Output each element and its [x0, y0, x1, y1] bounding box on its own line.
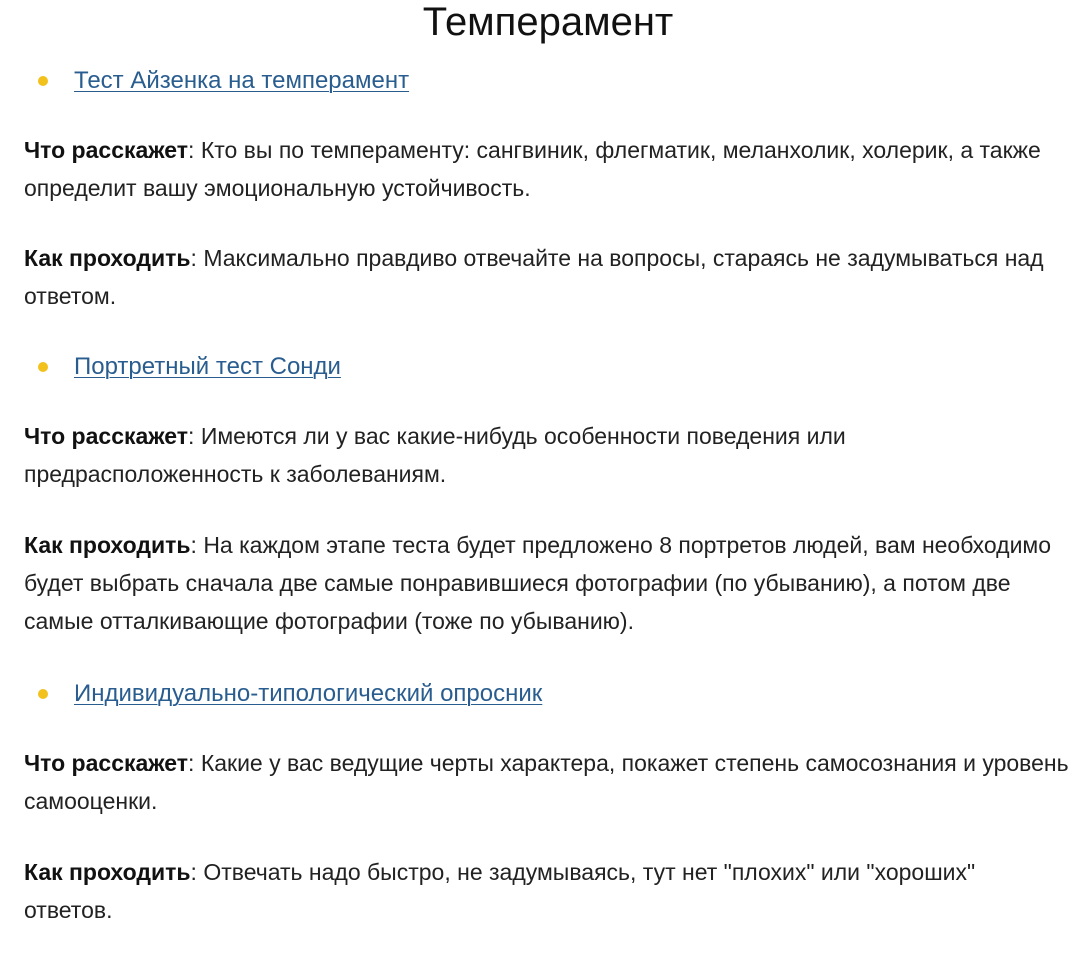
what-tells-paragraph: [24, 744, 1070, 820]
test-link-eysenck[interactable]: Тест Айзенка на темперамент: [74, 67, 410, 94]
how-to-pass-text: : Максимально правдиво отвечайте на вопросы, стараясь не задумываться над ответом.: [24, 245, 1044, 309]
test-link-typological[interactable]: Индивидуально-типологический опросник: [74, 680, 543, 707]
how-to-pass-paragraph: [24, 526, 1070, 640]
what-tells-paragraph: [24, 417, 1070, 493]
test-list-item: [38, 350, 341, 384]
test-list-item: [38, 677, 542, 711]
how-to-pass-paragraph: [24, 853, 1070, 929]
test-link-szondi[interactable]: Портретный тест Сонди: [74, 353, 341, 380]
what-tells-text: : Какие у вас ведущие черты характера, покажет степень самосознания и уровень самооценки.: [24, 750, 1069, 814]
how-to-pass-label: Как проходить: [24, 859, 191, 885]
bullet-icon: [38, 689, 48, 699]
how-to-pass-paragraph: [24, 239, 1070, 315]
what-tells-label: Что расскажет: [24, 423, 189, 449]
what-tells-label: Что расскажет: [24, 137, 189, 163]
how-to-pass-label: Как проходить: [24, 532, 191, 558]
what-tells-text: : Кто вы по темпераменту: сангвиник, флегматик, меланхолик, холерик, а также определит вашу эмоциональную устойчивость.: [24, 137, 1041, 201]
how-to-pass-text: : На каждом этапе теста будет предложено 8 портретов людей, вам необходимо будет выбрать сначала две самые понравившиеся фотографии (по убыванию), а потом две самые отталкивающие фотографии (тоже по убыванию).: [24, 532, 1052, 634]
test-list-item: [38, 64, 409, 98]
what-tells-label: Что расскажет: [24, 750, 189, 776]
page-title: Темперамент: [422, 0, 674, 44]
what-tells-text: : Имеются ли у вас какие-нибудь особенности поведения или предрасположенность к заболеваниям.: [24, 423, 846, 487]
bullet-icon: [38, 362, 48, 372]
how-to-pass-text: : Отвечать надо быстро, не задумываясь, тут нет "плохих" или "хороших" ответов.: [24, 859, 976, 923]
bullet-icon: [38, 76, 48, 86]
how-to-pass-label: Как проходить: [24, 245, 191, 271]
what-tells-paragraph: [24, 131, 1070, 207]
